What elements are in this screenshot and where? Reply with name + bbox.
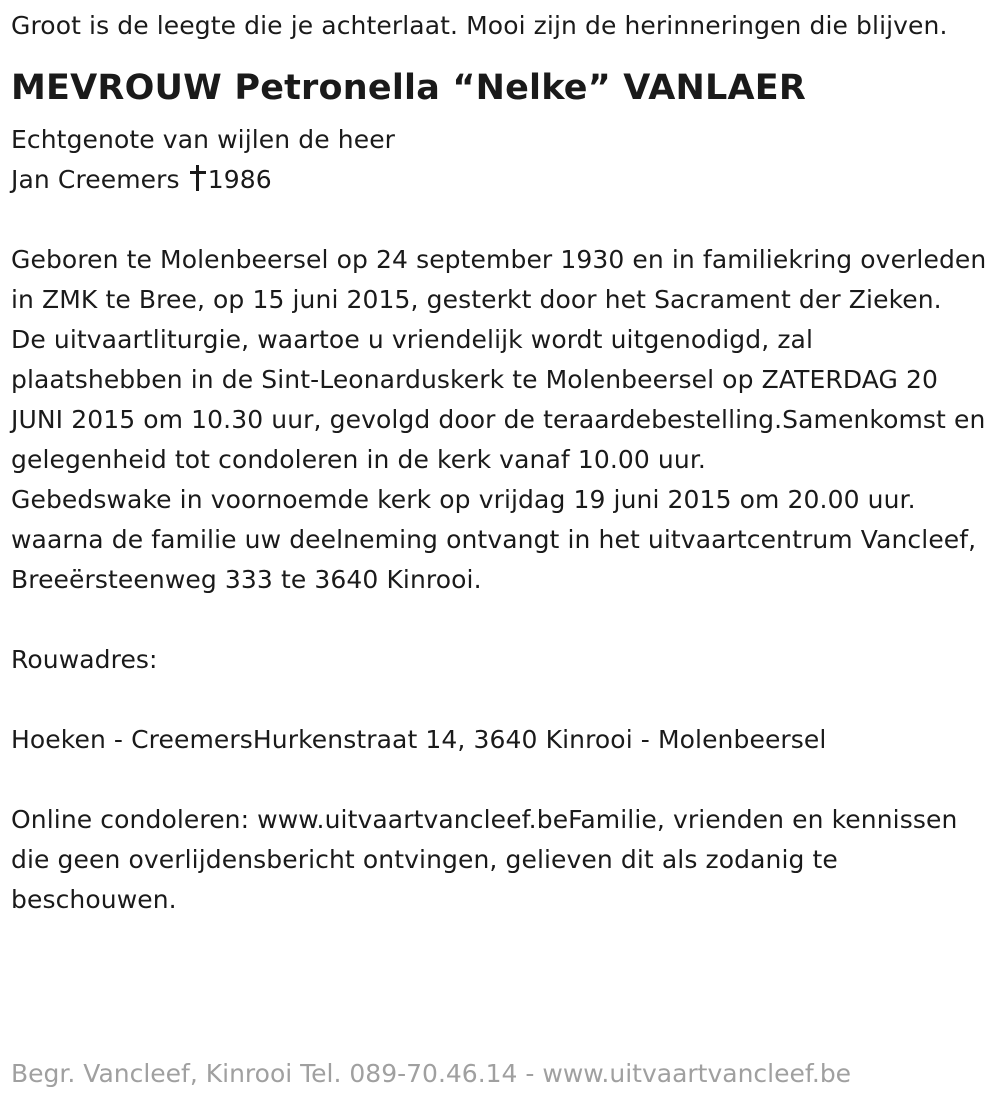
- latin-cross-icon: [190, 165, 206, 191]
- spacer: [11, 760, 990, 800]
- birth-death-paragraph: Geboren te Molenbeersel op 24 september 1930 en in familiekring overleden in ZMK te Bree, op 15 juni 2015, gesterkt door het Sacrament der Zieken.: [11, 245, 987, 314]
- spouse-name-line: [11, 160, 990, 200]
- spacer: [11, 600, 990, 640]
- funeral-paragraph: De uitvaartliturgie, waartoe u vriendelijk wordt uitgenodigd, zal plaatshebben in de Sint-Leonarduskerk te Molenbeersel op ZATERDAG 20 JUNI 2015 om 10.30 uur, gevolgd door de teraardebestelling.Samenkomst en gelegenheid tot condoleren in de kerk vanaf 10.00 uur.: [11, 325, 986, 474]
- spouse-name: Jan Creemers: [11, 165, 180, 194]
- spouse-death-year: 1986: [207, 165, 272, 194]
- funeral-home-footer: Begr. Vancleef, Kinrooi Tel. 089-70.46.14 - www.uitvaartvancleef.be: [11, 1059, 852, 1088]
- deceased-name: MEVROUW Petronella “Nelke” VANLAER: [11, 68, 807, 108]
- online-condolence-paragraph: Online condoleren: www.uitvaartvancleef.beFamilie, vrienden en kennissen die geen overlijdensbericht ontvingen, gelieven dit als zodanig te beschouwen.: [11, 805, 958, 914]
- spouse-line: Echtgenote van wijlen de heer: [11, 125, 396, 154]
- wake-paragraph: Gebedswake in voornoemde kerk op vrijdag 19 juni 2015 om 20.00 uur. waarna de familie uw deelneming ontvangt in het uitvaartcentrum Vancleef, Breeërsteenweg 333 te 3640 Kinrooi.: [11, 485, 977, 594]
- spacer: [11, 680, 990, 720]
- motto-text: Groot is de leegte die je achterlaat. Mooi zijn de herinneringen die blijven.: [11, 11, 948, 40]
- address-label: Rouwadres:: [11, 645, 158, 674]
- spacer: [11, 200, 990, 240]
- mourning-address: Hoeken - CreemersHurkenstraat 14, 3640 Kinrooi - Molenbeersel: [11, 725, 827, 754]
